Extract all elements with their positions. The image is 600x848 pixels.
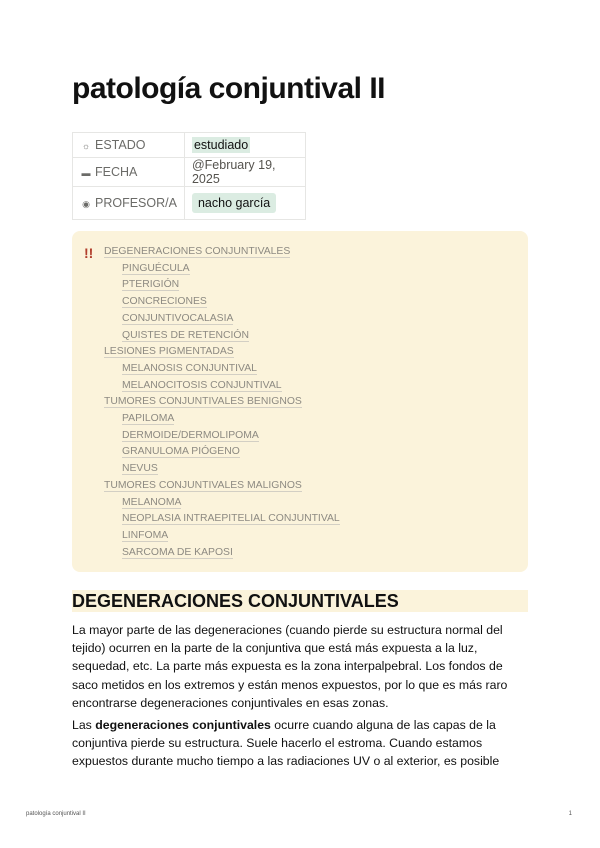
toc-link[interactable]: PTERIGIÓN [122,279,180,291]
toc-link[interactable]: TUMORES CONJUNTIVALES BENIGNOS [104,396,302,408]
property-key: ▬ FECHA [73,158,185,187]
bold-term: degeneraciones conjuntivales [95,718,271,732]
paragraph: La mayor parte de las degeneraciones (cuando pierde su estructura normal del tejido) ocurren en la parte de la conjuntiva que está más expuesta a la luz, sequedad, etc. La parte más expuesta es la zona interpalpebral. Los fondos de saco metidos en los extremos y están menos expuestos, por lo que es más raro encontrarse degeneraciones conjuntivales en esas zonas. [72,623,508,710]
toc-link[interactable]: SARCOMA DE KAPOSI [122,546,233,558]
toc-link[interactable]: PAPILOMA [122,413,175,425]
page-title: patología conjuntival II [72,72,386,105]
toc-link[interactable]: MELANOSIS CONJUNTIVAL [122,362,257,374]
toc-link[interactable]: PINGUÉCULA [122,262,190,274]
page-number: 1 [568,811,572,817]
toc-link[interactable]: TUMORES CONJUNTIVALES MALIGNOS [104,479,302,491]
date-value: @February 19, 2025 [191,158,276,186]
section-heading: DEGENERACIONES CONJUNTIVALES [72,590,528,612]
toc-link[interactable]: DEGENERACIONES CONJUNTIVALES [104,246,291,257]
property-key: ☼ ESTADO [73,133,185,158]
property-row-profesor [73,187,306,220]
toc-link[interactable]: LESIONES PIGMENTADAS [104,346,234,358]
property-row-fecha [73,158,306,187]
paragraph: Las degeneraciones conjuntivales ocurre cuando alguna de las capas de la conjuntiva pierde su estructura. Suele hacerlo el estroma. Cuando estamos expuestos durante mucho tiempo a las radiaciones UV o al exterior, es posible [72,718,500,769]
properties-table [72,132,306,220]
toc-link[interactable]: MELANOMA [122,496,182,508]
toc-link[interactable]: NEVUS [122,463,158,475]
toc-link[interactable]: MELANOCITOSIS CONJUNTIVAL [122,379,282,391]
calendar-icon: ▬ [81,168,91,178]
table-of-contents [104,244,340,561]
toc-link[interactable]: GRANULOMA PIÓGENO [122,446,240,458]
toc-link[interactable]: CONJUNTIVOCALASIA [122,312,234,324]
property-value-profesor[interactable] [184,187,305,220]
toc-link[interactable]: QUISTES DE RETENCIÓN [122,329,250,341]
toc-link[interactable]: NEOPLASIA INTRAEPITELIAL CONJUNTIVAL [122,513,340,525]
toc-callout [72,231,528,572]
double-exclamation-icon: !! [84,245,94,261]
property-value-fecha[interactable] [184,158,305,187]
footer-title: patología conjuntival II [26,811,86,817]
toc-link[interactable]: DERMOIDE/DERMOLIPOMA [122,429,259,441]
property-row-estado [73,133,306,158]
toc-link[interactable]: LINFOMA [122,529,169,541]
sun-icon: ☼ [81,141,91,151]
property-value-estado[interactable] [184,133,305,158]
property-key: ◉ PROFESOR/A [73,187,185,220]
status-value: estudiado [193,138,249,152]
toc-link[interactable]: CONCRECIONES [122,296,207,308]
professor-tag: nacho garcía [192,193,276,213]
person-circle-icon: ◉ [82,199,90,209]
